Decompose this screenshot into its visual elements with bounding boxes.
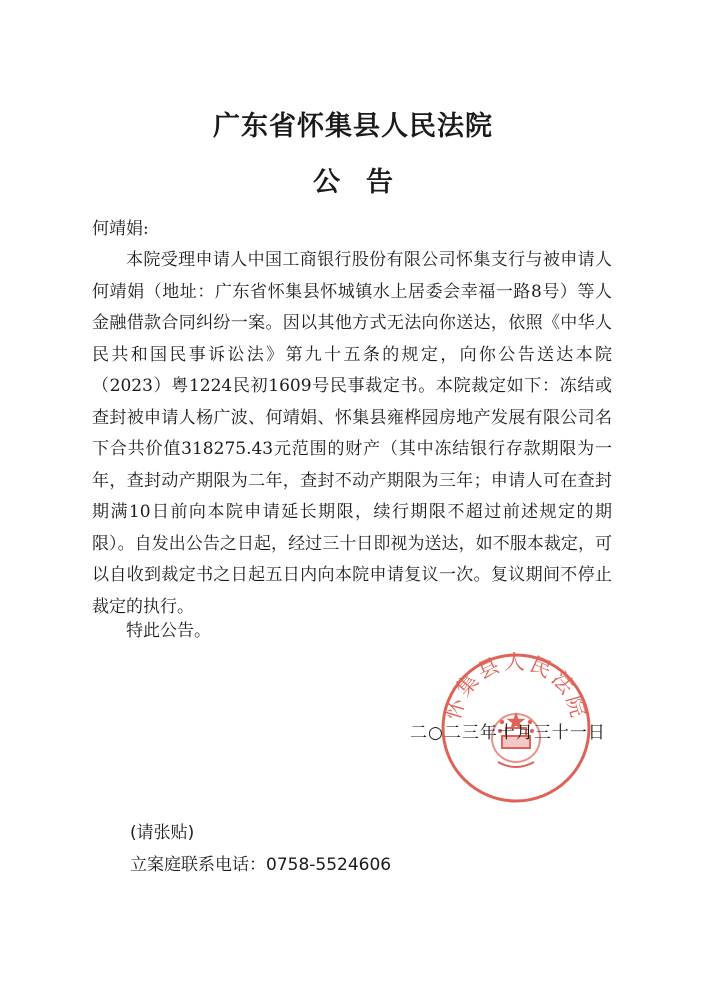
notice-title: 公告: [313, 167, 419, 198]
notice-body: 本院受理申请人中国工商银行股份有限公司怀集支行与被申请人何靖娟（地址：广东省怀集县怀城镇水上居委会幸福一路8号）等人金融借款合同纠纷一案。因以其他方式无法向你送达，依照《中华人民共和国民事诉讼法》第九十五条的规定，向你公告送达本院（2023）粤1224民初1609号民事裁定书。本院裁定如下：冻结或查封被申请人杨广波、何靖娟、怀集县雍桦园房地产发展有限公司名下合共价值318275.43元范围的财产（其中冻结银行存款期限为一年，查封动产期限为二年，查封不动产期限为三年；申请人可在查封期满10日前向本院申请延长期限，续行期限不超过前述规定的期限）。自发出公告之日起，经过三十日即视为送达，如不服本裁定，可以自收到裁定书之日起五日内向本院申请复议一次。复议期间不停止裁定的执行。: [92, 250, 612, 617]
posting-note: (请张贴): [130, 823, 195, 843]
contact-phone: 立案庭联系电话：0758-5524606: [130, 855, 392, 875]
seal-text-path: 怀集县人民法院: [440, 652, 592, 723]
closing-statement: 特此公告。: [126, 621, 211, 641]
issue-date: 二○二三年十月三十一日: [410, 723, 606, 743]
seal-text: [441, 652, 592, 723]
addressee: 何靖娟:: [92, 219, 149, 239]
court-name-title: 广东省怀集县人民法院: [213, 111, 493, 142]
